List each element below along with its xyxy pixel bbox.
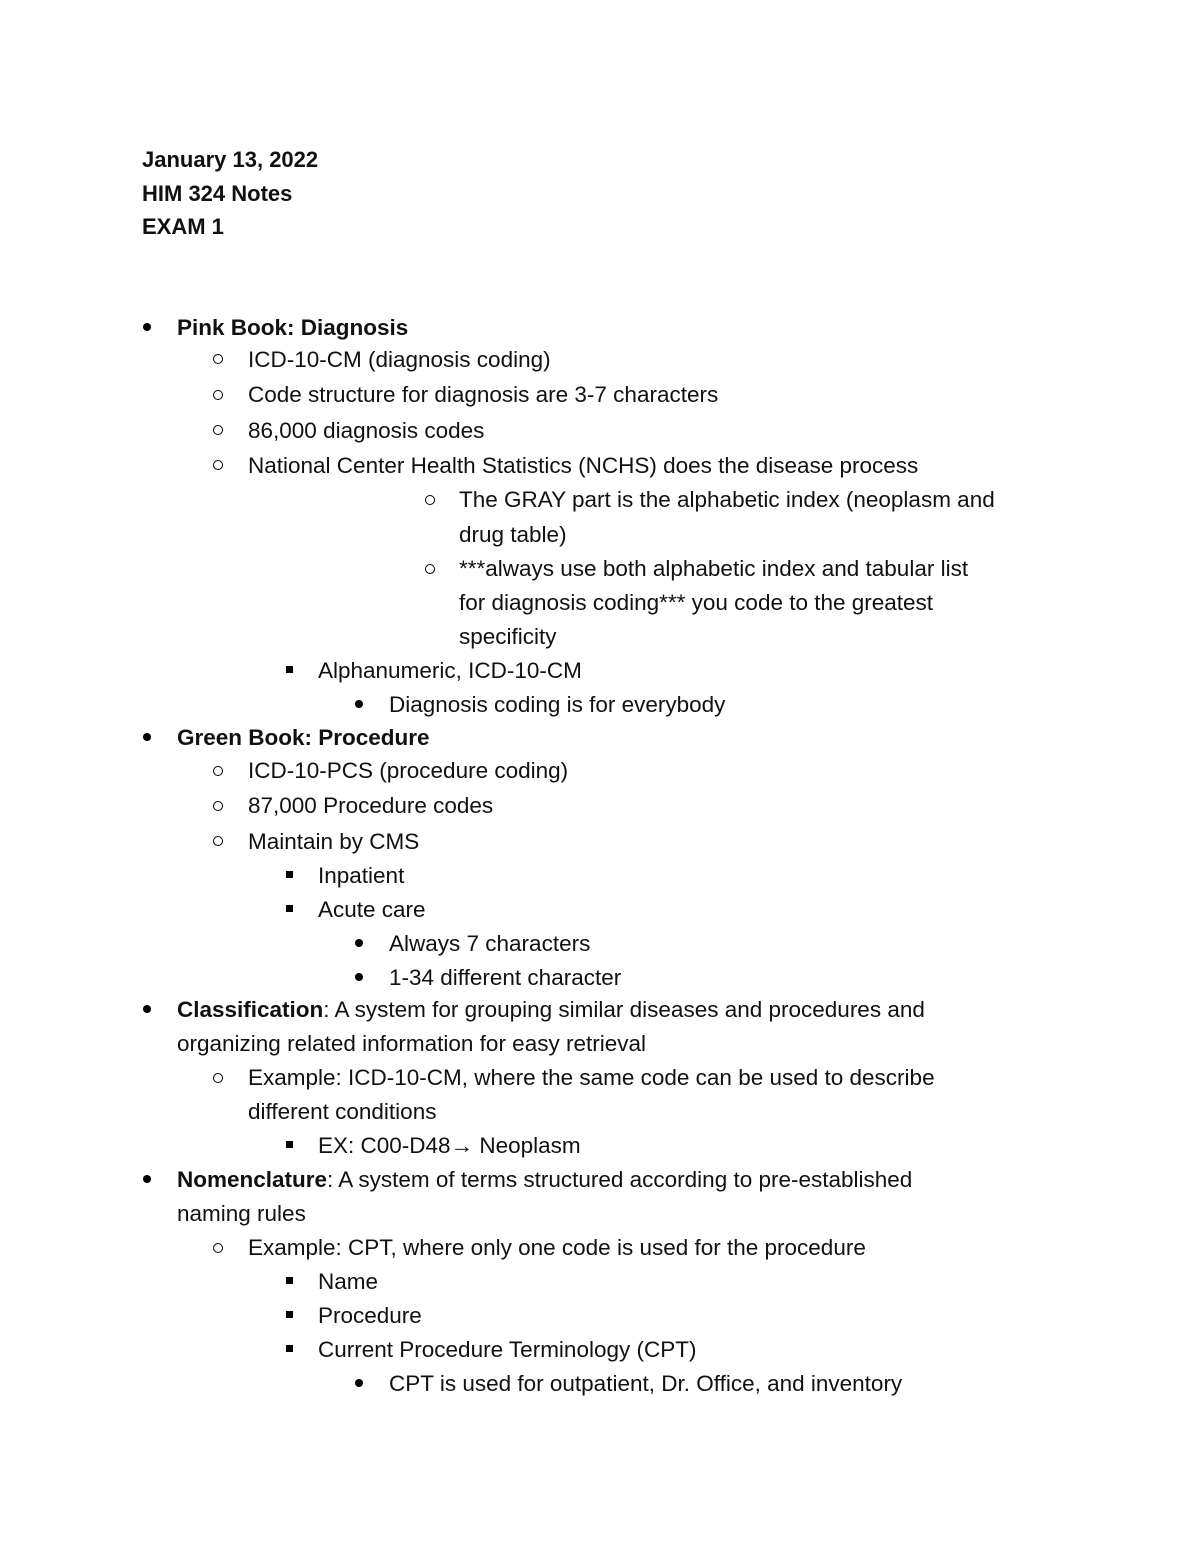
bullet-icon <box>355 700 363 708</box>
bullet-icon <box>355 939 363 947</box>
section-heading-green-book: Green Book: Procedure <box>177 725 430 750</box>
circle-bullet-icon <box>213 460 223 470</box>
list-item-continuation: specificity <box>459 624 557 649</box>
circle-bullet-icon <box>425 564 435 574</box>
circle-bullet-icon <box>213 1243 223 1253</box>
bullet-icon <box>143 733 151 741</box>
list-item-continuation: drug table) <box>459 522 567 547</box>
square-bullet-icon <box>286 905 293 912</box>
list-item-continuation: for diagnosis coding*** you code to the greatest <box>459 590 934 615</box>
circle-bullet-icon <box>213 836 223 846</box>
category-text: Neoplasm <box>473 1133 581 1158</box>
list-item: Always 7 characters <box>389 931 591 956</box>
square-bullet-icon <box>286 1311 293 1318</box>
list-item: The GRAY part is the alphabetic index (neoplasm and <box>459 487 995 512</box>
list-item: CPT is used for outpatient, Dr. Office, and inventory <box>389 1371 903 1396</box>
bullet-icon <box>143 323 151 331</box>
square-bullet-icon <box>286 1345 293 1352</box>
list-item-continuation: different conditions <box>248 1099 437 1124</box>
circle-bullet-icon <box>213 354 223 364</box>
list-item: ICD-10-PCS (procedure coding) <box>248 758 569 783</box>
circle-bullet-icon <box>213 1073 223 1083</box>
definition-text: : A system of terms structured according to pre-established <box>327 1167 913 1192</box>
bullet-icon <box>143 1005 151 1013</box>
circle-bullet-icon <box>213 390 223 400</box>
list-item <box>177 1167 912 1193</box>
circle-bullet-icon <box>213 425 223 435</box>
square-bullet-icon <box>286 1141 293 1148</box>
list-item: ***always use both alphabetic index and tabular list <box>459 556 969 581</box>
circle-bullet-icon <box>213 801 223 811</box>
list-item <box>177 997 925 1023</box>
list-item-continuation: organizing related information for easy retrieval <box>177 1031 646 1056</box>
list-item: 87,000 Procedure codes <box>248 793 494 818</box>
course-heading: HIM 324 Notes <box>142 181 293 206</box>
section-heading-pink-book: Pink Book: Diagnosis <box>177 315 409 340</box>
bullet-icon <box>143 1175 151 1183</box>
exam-heading: EXAM 1 <box>142 214 224 239</box>
square-bullet-icon <box>286 1277 293 1284</box>
list-item: Name <box>318 1269 379 1294</box>
list-item: ICD-10-CM (diagnosis coding) <box>248 347 551 372</box>
bullet-icon <box>355 1379 363 1387</box>
term-nomenclature: Nomenclature <box>177 1167 328 1192</box>
list-item: Example: ICD-10-CM, where the same code can be used to describe <box>248 1065 935 1090</box>
bullet-icon <box>355 973 363 981</box>
list-item: Procedure <box>318 1303 422 1328</box>
list-item: Alphanumeric, ICD-10-CM <box>318 658 582 683</box>
list-item: 86,000 diagnosis codes <box>248 418 485 443</box>
square-bullet-icon <box>286 871 293 878</box>
circle-bullet-icon <box>425 495 435 505</box>
list-item: Example: CPT, where only one code is used for the procedure <box>248 1235 866 1260</box>
arrow-icon: → <box>450 1133 474 1158</box>
definition-text: : A system for grouping similar diseases and procedures and <box>323 997 925 1022</box>
list-item: Code structure for diagnosis are 3-7 characters <box>248 382 719 407</box>
term-classification: Classification <box>177 997 324 1022</box>
list-item: Diagnosis coding is for everybody <box>389 692 726 717</box>
list-item: Inpatient <box>318 863 405 888</box>
list-item: 1-34 different character <box>389 965 622 990</box>
square-bullet-icon <box>286 666 293 673</box>
list-item: Current Procedure Terminology (CPT) <box>318 1337 697 1362</box>
circle-bullet-icon <box>213 766 223 776</box>
code-range: EX: C00-D48 <box>318 1133 451 1158</box>
date-heading: January 13, 2022 <box>142 147 319 172</box>
list-item: Maintain by CMS <box>248 829 420 854</box>
list-item: Acute care <box>318 897 426 922</box>
list-item: National Center Health Statistics (NCHS) does the disease process <box>248 453 919 478</box>
list-item <box>318 1133 581 1159</box>
list-item-continuation: naming rules <box>177 1201 306 1226</box>
